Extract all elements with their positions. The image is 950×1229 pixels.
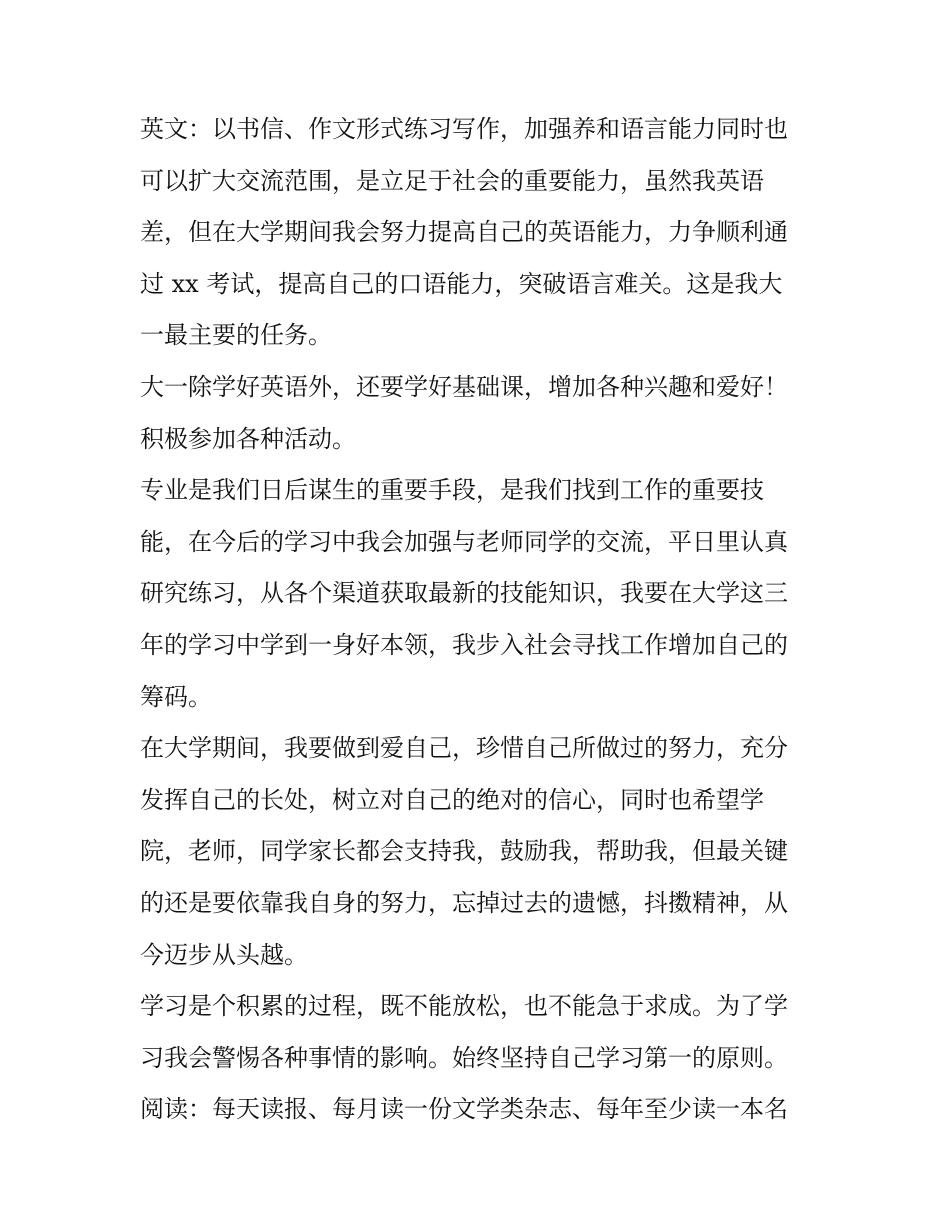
text-line: 发挥自己的长处，树立对自己的绝对的信心，同时也希望学 — [140, 785, 764, 814]
text-line: 能，在今后的学习中我会加强与老师同学的交流，平日里认真 — [140, 527, 788, 556]
text-line: 院，老师，同学家长都会支持我，鼓励我，帮助我，但最关键 — [140, 837, 788, 866]
text-line: 年的学习中学到一身好本领，我步入社会寻找工作增加自己的 — [140, 630, 788, 659]
text-line: 研究练习，从各个渠道获取最新的技能知识，我要在大学这三 — [140, 579, 788, 608]
text-line: 可以扩大交流范围，是立足于社会的重要能力，虽然我英语 — [140, 166, 764, 195]
text-line: 阅读：每天读报、每月读一份文学类杂志、每年至少读一本名 — [140, 1095, 788, 1124]
paragraph-english-plan — [140, 104, 812, 362]
text-line: 一最主要的任务。 — [140, 321, 332, 350]
text-line: 在大学期间，我要做到爱自己，珍惜自己所做过的努力，充分 — [140, 734, 788, 763]
text-line: 学习是个积累的过程，既不能放松，也不能急于求成。为了学 — [140, 992, 788, 1021]
paragraph-major — [140, 465, 812, 723]
text-line: 英文：以书信、作文形式练习写作，加强养和语言能力同时也 — [140, 115, 788, 143]
text-line: 习我会警惕各种事情的影响。始终坚持自己学习第一的原则。 — [140, 1043, 788, 1072]
text-line: 差，但在大学期间我会努力提高自己的英语能力，力争顺利通 — [140, 218, 788, 247]
text-line: 筹码。 — [140, 682, 212, 711]
text-line: 积极参加各种活动。 — [140, 424, 356, 453]
paragraph-self-confidence — [140, 723, 812, 981]
paragraph-reading — [140, 1084, 812, 1136]
text-line: 大一除学好英语外，还要学好基础课，增加各种兴趣和爱好！ — [140, 372, 788, 401]
text-line: 的还是要依靠我自身的努力，忘掉过去的遗憾，抖擞精神，从 — [140, 888, 788, 917]
text-line: 专业是我们日后谋生的重要手段，是我们找到工作的重要技 — [140, 476, 764, 505]
document-body — [140, 104, 812, 1136]
text-line: 过 xx 考试，提高自己的口语能力，突破语言难关。这是我大 — [140, 269, 783, 298]
paragraph-learning-process — [140, 981, 812, 1084]
text-line: 今迈步从头越。 — [140, 940, 308, 969]
paragraph-first-year — [140, 362, 812, 465]
